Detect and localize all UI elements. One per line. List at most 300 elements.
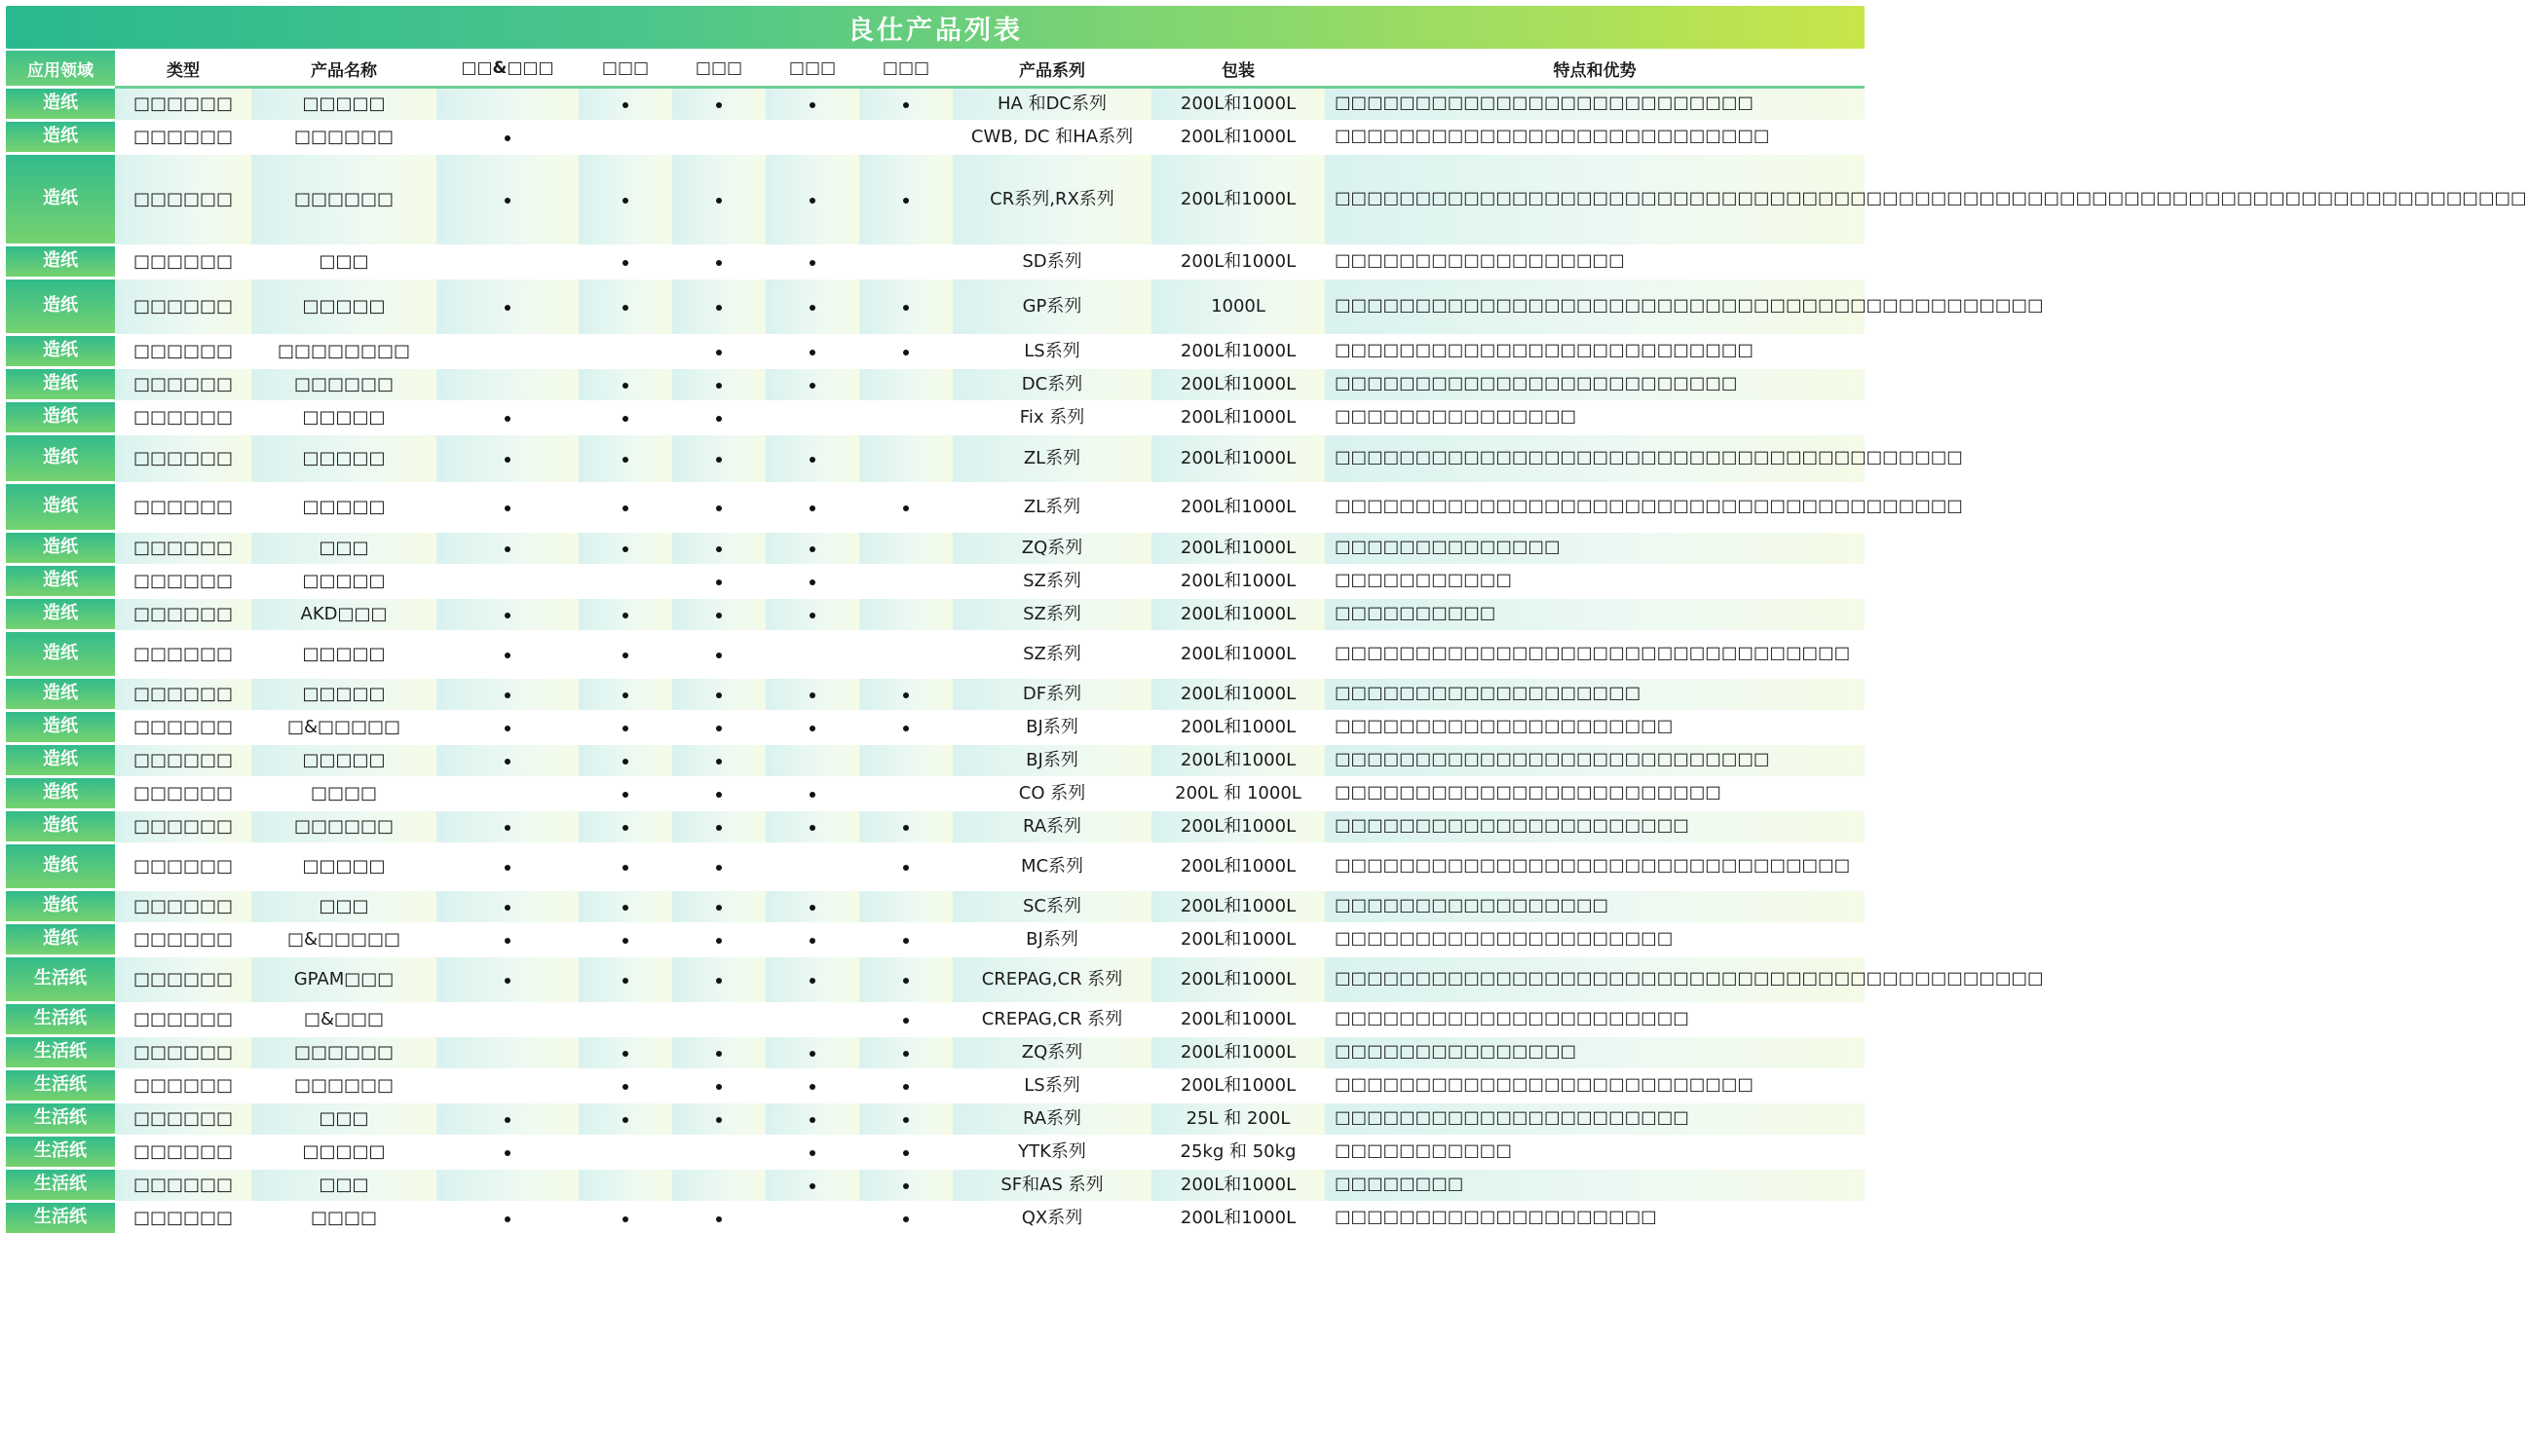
application-field-cell: 造纸	[6, 566, 115, 599]
header-type: 类型	[115, 51, 251, 89]
bullet-dot-icon	[810, 792, 815, 798]
header-product-name: 产品名称	[251, 51, 436, 89]
table-row	[6, 435, 1865, 484]
board-paper-mark-cell	[436, 957, 579, 1004]
series-cell: SF和AS 系列	[953, 1170, 1151, 1203]
bullet-dot-icon	[716, 505, 722, 511]
packaging-cell: 200L和1000L	[1151, 599, 1325, 632]
board-paper-mark-cell	[436, 402, 579, 435]
bullet-dot-icon	[903, 825, 909, 831]
header-row	[6, 51, 1865, 89]
packaging-paper-mark-cell	[672, 122, 766, 155]
specialty-paper-mark-cell	[766, 1004, 859, 1037]
series-cell: SZ系列	[953, 566, 1151, 599]
bullet-dot-icon	[810, 383, 815, 389]
bullet-dot-icon	[505, 726, 510, 731]
tissue-paper-mark-cell	[859, 484, 953, 533]
features-cell: □□□□□□□□□□□□□□□□□□□□	[1325, 1203, 1865, 1236]
bullet-dot-icon	[716, 350, 722, 355]
bullet-dot-icon	[505, 1150, 510, 1156]
features-cell: □□□□□□□□□□□□□□□□□□□□□□□□□□□□□□□□	[1325, 844, 1865, 891]
bullet-dot-icon	[903, 1084, 909, 1090]
product-type-cell: □□□□□□	[115, 924, 251, 957]
specialty-paper-mark-cell	[766, 712, 859, 745]
tissue-paper-mark-cell	[859, 778, 953, 811]
features-cell: □□□□□□□□□□□□□□□□□□□	[1325, 679, 1865, 712]
product-name-cell: □□□□□□	[251, 122, 436, 155]
packaging-paper-mark-cell	[672, 811, 766, 844]
culture-paper-mark-cell	[579, 1070, 672, 1103]
product-type-cell: □□□□□□	[115, 778, 251, 811]
tissue-paper-mark-cell	[859, 566, 953, 599]
packaging-cell: 200L和1000L	[1151, 811, 1325, 844]
bullet-dot-icon	[716, 1051, 722, 1057]
header-field: 应用领域	[6, 51, 115, 89]
bullet-dot-icon	[505, 198, 510, 204]
bullet-dot-icon	[622, 1084, 628, 1090]
application-field-cell: 造纸	[6, 155, 115, 246]
packaging-paper-mark-cell	[672, 435, 766, 484]
culture-paper-mark-cell	[579, 484, 672, 533]
product-type-cell: □□□□□□	[115, 280, 251, 336]
table-row	[6, 246, 1865, 280]
bullet-dot-icon	[622, 938, 628, 944]
tissue-paper-mark-cell	[859, 1203, 953, 1236]
features-cell: □□□□□□□□□□□□□□□□□□□□□□	[1325, 1004, 1865, 1037]
bullet-dot-icon	[622, 198, 628, 204]
series-cell: ZL系列	[953, 435, 1151, 484]
tissue-paper-mark-cell	[859, 122, 953, 155]
application-field-cell: 生活纸	[6, 1004, 115, 1037]
series-cell: SZ系列	[953, 632, 1151, 679]
culture-paper-mark-cell	[579, 1103, 672, 1137]
application-field-cell: 造纸	[6, 533, 115, 566]
series-cell: QX系列	[953, 1203, 1151, 1236]
packaging-cell: 200L和1000L	[1151, 679, 1325, 712]
features-cell: □□□□□□□□□□□□□□□□□□□□□□	[1325, 811, 1865, 844]
bullet-dot-icon	[716, 759, 722, 765]
board-paper-mark-cell	[436, 844, 579, 891]
packaging-cell: 25L 和 200L	[1151, 1103, 1325, 1137]
packaging-cell: 200L和1000L	[1151, 246, 1325, 280]
product-name-cell: GPAM□□□	[251, 957, 436, 1004]
bullet-dot-icon	[505, 825, 510, 831]
tissue-paper-mark-cell	[859, 1004, 953, 1037]
specialty-paper-mark-cell	[766, 369, 859, 402]
product-name-cell: □□□□□□	[251, 369, 436, 402]
product-name-cell: □□□□□	[251, 402, 436, 435]
bullet-dot-icon	[716, 260, 722, 266]
culture-paper-mark-cell	[579, 435, 672, 484]
product-type-cell: □□□□□□	[115, 1070, 251, 1103]
tissue-paper-mark-cell	[859, 891, 953, 924]
culture-paper-mark-cell	[579, 891, 672, 924]
tissue-paper-mark-cell	[859, 1103, 953, 1137]
packaging-paper-mark-cell	[672, 280, 766, 336]
packaging-cell: 200L和1000L	[1151, 484, 1325, 533]
application-field-cell: 造纸	[6, 632, 115, 679]
product-type-cell: □□□□□□	[115, 844, 251, 891]
packaging-paper-mark-cell	[672, 1037, 766, 1070]
specialty-paper-mark-cell	[766, 679, 859, 712]
packaging-cell: 200L和1000L	[1151, 155, 1325, 246]
table-body	[6, 89, 2527, 1236]
bullet-dot-icon	[622, 305, 628, 311]
tissue-paper-mark-cell	[859, 811, 953, 844]
application-field-cell: 造纸	[6, 89, 115, 122]
product-type-cell: □□□□□□	[115, 1004, 251, 1037]
product-name-cell: □□□□□□□□	[251, 336, 436, 369]
application-field-cell: 造纸	[6, 891, 115, 924]
features-cell: □□□□□□□□□□□□□□□□□□□□□□□□□□□	[1325, 122, 1865, 155]
bullet-dot-icon	[505, 457, 510, 463]
tissue-paper-mark-cell	[859, 155, 953, 246]
table-row	[6, 155, 1865, 246]
product-name-cell: □&□□□□□	[251, 924, 436, 957]
features-cell: □□□□□□□□□□□□□□□□□□□□□□□□□□	[1325, 336, 1865, 369]
product-type-cell: □□□□□□	[115, 89, 251, 122]
culture-paper-mark-cell	[579, 122, 672, 155]
packaging-paper-mark-cell	[672, 599, 766, 632]
specialty-paper-mark-cell	[766, 891, 859, 924]
board-paper-mark-cell	[436, 1170, 579, 1203]
application-field-cell: 造纸	[6, 924, 115, 957]
packaging-cell: 200L和1000L	[1151, 891, 1325, 924]
product-type-cell: □□□□□□	[115, 122, 251, 155]
culture-paper-mark-cell	[579, 1203, 672, 1236]
bullet-dot-icon	[903, 865, 909, 871]
bullet-dot-icon	[505, 546, 510, 552]
packaging-paper-mark-cell	[672, 1103, 766, 1137]
product-name-cell: □□□□□	[251, 484, 436, 533]
bullet-dot-icon	[903, 978, 909, 984]
packaging-paper-mark-cell	[672, 484, 766, 533]
product-name-cell: □□□	[251, 533, 436, 566]
product-name-cell: □□□	[251, 891, 436, 924]
table-row	[6, 924, 1865, 957]
specialty-paper-mark-cell	[766, 778, 859, 811]
packaging-cell: 200L和1000L	[1151, 1004, 1325, 1037]
board-paper-mark-cell	[436, 1004, 579, 1037]
bullet-dot-icon	[810, 579, 815, 585]
bullet-dot-icon	[903, 505, 909, 511]
application-field-cell: 造纸	[6, 122, 115, 155]
packaging-paper-mark-cell	[672, 712, 766, 745]
bullet-dot-icon	[622, 416, 628, 422]
header-board-paper: □□&□□□	[436, 51, 579, 89]
culture-paper-mark-cell	[579, 679, 672, 712]
bullet-dot-icon	[716, 579, 722, 585]
bullet-dot-icon	[810, 350, 815, 355]
culture-paper-mark-cell	[579, 280, 672, 336]
packaging-paper-mark-cell	[672, 745, 766, 778]
table-row	[6, 1203, 1865, 1236]
packaging-cell: 200L和1000L	[1151, 924, 1325, 957]
bullet-dot-icon	[505, 505, 510, 511]
specialty-paper-mark-cell	[766, 1170, 859, 1203]
bullet-dot-icon	[716, 383, 722, 389]
series-cell: BJ系列	[953, 712, 1151, 745]
bullet-dot-icon	[716, 546, 722, 552]
culture-paper-mark-cell	[579, 1170, 672, 1203]
board-paper-mark-cell	[436, 280, 579, 336]
tissue-paper-mark-cell	[859, 89, 953, 122]
tissue-paper-mark-cell	[859, 435, 953, 484]
product-name-cell: □&□□□□□	[251, 712, 436, 745]
bullet-dot-icon	[505, 613, 510, 618]
product-type-cell: □□□□□□	[115, 1137, 251, 1170]
packaging-cell: 200L和1000L	[1151, 1070, 1325, 1103]
table-row	[6, 336, 1865, 369]
packaging-paper-mark-cell	[672, 844, 766, 891]
bullet-dot-icon	[505, 938, 510, 944]
packaging-cell: 200L和1000L	[1151, 89, 1325, 122]
packaging-cell: 200L和1000L	[1151, 566, 1325, 599]
packaging-cell: 200L和1000L	[1151, 957, 1325, 1004]
bullet-dot-icon	[903, 1018, 909, 1024]
header-features: 特点和优势	[1325, 51, 1865, 89]
packaging-cell: 200L和1000L	[1151, 533, 1325, 566]
product-type-cell: □□□□□□	[115, 484, 251, 533]
features-cell: □□□□□□□□□□□□□□□□□□□□□□□□□□□	[1325, 745, 1865, 778]
packaging-paper-mark-cell	[672, 402, 766, 435]
table-row	[6, 844, 1865, 891]
series-cell: MC系列	[953, 844, 1151, 891]
board-paper-mark-cell	[436, 599, 579, 632]
table-row	[6, 484, 1865, 533]
specialty-paper-mark-cell	[766, 1037, 859, 1070]
features-cell: □□□□□□□□□□□□□□□□□□□□□□□□□□	[1325, 1070, 1865, 1103]
bullet-dot-icon	[810, 1117, 815, 1123]
tissue-paper-mark-cell	[859, 632, 953, 679]
product-name-cell: □□□□□□	[251, 1070, 436, 1103]
culture-paper-mark-cell	[579, 1037, 672, 1070]
tissue-paper-mark-cell	[859, 924, 953, 957]
application-field-cell: 生活纸	[6, 1070, 115, 1103]
culture-paper-mark-cell	[579, 924, 672, 957]
bullet-dot-icon	[810, 457, 815, 463]
table-row	[6, 369, 1865, 402]
bullet-dot-icon	[622, 759, 628, 765]
specialty-paper-mark-cell	[766, 533, 859, 566]
bullet-dot-icon	[505, 305, 510, 311]
bullet-dot-icon	[716, 198, 722, 204]
specialty-paper-mark-cell	[766, 402, 859, 435]
series-cell: GP系列	[953, 280, 1151, 336]
culture-paper-mark-cell	[579, 778, 672, 811]
packaging-paper-mark-cell	[672, 369, 766, 402]
series-cell: CO 系列	[953, 778, 1151, 811]
series-cell: SZ系列	[953, 599, 1151, 632]
features-cell: □□□□□□□□□□□□□□□□□□□□□□□□□□□□□□□□	[1325, 632, 1865, 679]
table-row	[6, 1137, 1865, 1170]
tissue-paper-mark-cell	[859, 402, 953, 435]
tissue-paper-mark-cell	[859, 533, 953, 566]
features-cell: □□□□□□□□□□□□□□□□□□□□□□□□□□	[1325, 89, 1865, 122]
specialty-paper-mark-cell	[766, 599, 859, 632]
bullet-dot-icon	[716, 457, 722, 463]
specialty-paper-mark-cell	[766, 811, 859, 844]
bullet-dot-icon	[716, 938, 722, 944]
bullet-dot-icon	[716, 1084, 722, 1090]
specialty-paper-mark-cell	[766, 1203, 859, 1236]
bullet-dot-icon	[716, 416, 722, 422]
specialty-paper-mark-cell	[766, 484, 859, 533]
header-series: 产品系列	[953, 51, 1151, 89]
bullet-dot-icon	[810, 1084, 815, 1090]
specialty-paper-mark-cell	[766, 155, 859, 246]
culture-paper-mark-cell	[579, 402, 672, 435]
series-cell: ZQ系列	[953, 533, 1151, 566]
product-type-cell: □□□□□□	[115, 566, 251, 599]
board-paper-mark-cell	[436, 1103, 579, 1137]
bullet-dot-icon	[622, 865, 628, 871]
culture-paper-mark-cell	[579, 712, 672, 745]
specialty-paper-mark-cell	[766, 435, 859, 484]
bullet-dot-icon	[716, 726, 722, 731]
bullet-dot-icon	[505, 416, 510, 422]
bullet-dot-icon	[903, 1051, 909, 1057]
product-name-cell: □□□□□	[251, 632, 436, 679]
board-paper-mark-cell	[436, 369, 579, 402]
features-cell: □□□□□□□□□□□□□□	[1325, 533, 1865, 566]
table-row	[6, 566, 1865, 599]
bullet-dot-icon	[622, 457, 628, 463]
packaging-cell: 200L和1000L	[1151, 745, 1325, 778]
packaging-cell: 200L和1000L	[1151, 402, 1325, 435]
table-row	[6, 533, 1865, 566]
culture-paper-mark-cell	[579, 957, 672, 1004]
bullet-dot-icon	[810, 1150, 815, 1156]
product-name-cell: □□□□□	[251, 844, 436, 891]
product-name-cell: AKD□□□	[251, 599, 436, 632]
product-type-cell: □□□□□□	[115, 891, 251, 924]
packaging-paper-mark-cell	[672, 632, 766, 679]
board-paper-mark-cell	[436, 1137, 579, 1170]
packaging-cell: 200L和1000L	[1151, 632, 1325, 679]
product-name-cell: □□□	[251, 1170, 436, 1203]
bullet-dot-icon	[622, 260, 628, 266]
board-paper-mark-cell	[436, 89, 579, 122]
bullet-dot-icon	[622, 653, 628, 658]
table-row	[6, 280, 1865, 336]
bullet-dot-icon	[505, 759, 510, 765]
product-name-cell: □□□□□	[251, 679, 436, 712]
culture-paper-mark-cell	[579, 1004, 672, 1037]
bullet-dot-icon	[810, 905, 815, 911]
board-paper-mark-cell	[436, 632, 579, 679]
application-field-cell: 生活纸	[6, 1203, 115, 1236]
series-cell: ZL系列	[953, 484, 1151, 533]
specialty-paper-mark-cell	[766, 924, 859, 957]
table-row	[6, 679, 1865, 712]
features-cell: □□□□□□□□□□□□□□□□□□□□□□□□	[1325, 778, 1865, 811]
header-culture-paper: □□□	[579, 51, 672, 89]
product-type-cell: □□□□□□	[115, 246, 251, 280]
application-field-cell: 造纸	[6, 679, 115, 712]
specialty-paper-mark-cell	[766, 957, 859, 1004]
product-type-cell: □□□□□□	[115, 679, 251, 712]
board-paper-mark-cell	[436, 246, 579, 280]
product-type-cell: □□□□□□	[115, 745, 251, 778]
packaging-paper-mark-cell	[672, 891, 766, 924]
table-row	[6, 1103, 1865, 1137]
packaging-cell: 200L和1000L	[1151, 336, 1325, 369]
bullet-dot-icon	[622, 1051, 628, 1057]
series-cell: CREPAG,CR 系列	[953, 1004, 1151, 1037]
table-row	[6, 745, 1865, 778]
bullet-dot-icon	[716, 825, 722, 831]
product-type-cell: □□□□□□	[115, 632, 251, 679]
table-row	[6, 632, 1865, 679]
features-cell: □□□□□□□□□□□□□□□□□□□□□□	[1325, 1103, 1865, 1137]
features-cell: □□□□□□□□□□□□□□□□□□□□□	[1325, 712, 1865, 745]
series-cell: CR系列,RX系列	[953, 155, 1151, 246]
features-cell: □□□□□□□□□□	[1325, 599, 1865, 632]
bullet-dot-icon	[810, 613, 815, 618]
culture-paper-mark-cell	[579, 844, 672, 891]
bullet-dot-icon	[622, 978, 628, 984]
application-field-cell: 造纸	[6, 844, 115, 891]
table-row	[6, 1004, 1865, 1037]
series-cell: LS系列	[953, 336, 1151, 369]
bullet-dot-icon	[505, 692, 510, 698]
table-row	[6, 891, 1865, 924]
application-field-cell: 造纸	[6, 778, 115, 811]
series-cell: DF系列	[953, 679, 1151, 712]
application-field-cell: 造纸	[6, 745, 115, 778]
bullet-dot-icon	[903, 102, 909, 108]
specialty-paper-mark-cell	[766, 632, 859, 679]
specialty-paper-mark-cell	[766, 246, 859, 280]
board-paper-mark-cell	[436, 811, 579, 844]
series-cell: HA 和DC系列	[953, 89, 1151, 122]
application-field-cell: 造纸	[6, 599, 115, 632]
application-field-cell: 生活纸	[6, 1103, 115, 1137]
product-table	[6, 51, 2527, 1236]
bullet-dot-icon	[716, 102, 722, 108]
bullet-dot-icon	[716, 692, 722, 698]
board-paper-mark-cell	[436, 1070, 579, 1103]
board-paper-mark-cell	[436, 1203, 579, 1236]
table-row	[6, 599, 1865, 632]
tissue-paper-mark-cell	[859, 369, 953, 402]
bullet-dot-icon	[716, 978, 722, 984]
bullet-dot-icon	[903, 938, 909, 944]
bullet-dot-icon	[505, 1117, 510, 1123]
culture-paper-mark-cell	[579, 632, 672, 679]
bullet-dot-icon	[622, 546, 628, 552]
packaging-paper-mark-cell	[672, 924, 766, 957]
tissue-paper-mark-cell	[859, 1170, 953, 1203]
packaging-paper-mark-cell	[672, 679, 766, 712]
bullet-dot-icon	[622, 726, 628, 731]
bullet-dot-icon	[903, 305, 909, 311]
packaging-paper-mark-cell	[672, 1137, 766, 1170]
product-name-cell: □□□□□	[251, 89, 436, 122]
packaging-cell: 25kg 和 50kg	[1151, 1137, 1325, 1170]
product-type-cell: □□□□□□	[115, 533, 251, 566]
specialty-paper-mark-cell	[766, 122, 859, 155]
board-paper-mark-cell	[436, 155, 579, 246]
product-type-cell: □□□□□□	[115, 1103, 251, 1137]
tissue-paper-mark-cell	[859, 1070, 953, 1103]
product-type-cell: □□□□□□	[115, 402, 251, 435]
bullet-dot-icon	[505, 865, 510, 871]
specialty-paper-mark-cell	[766, 1070, 859, 1103]
series-cell: YTK系列	[953, 1137, 1151, 1170]
application-field-cell: 生活纸	[6, 1170, 115, 1203]
